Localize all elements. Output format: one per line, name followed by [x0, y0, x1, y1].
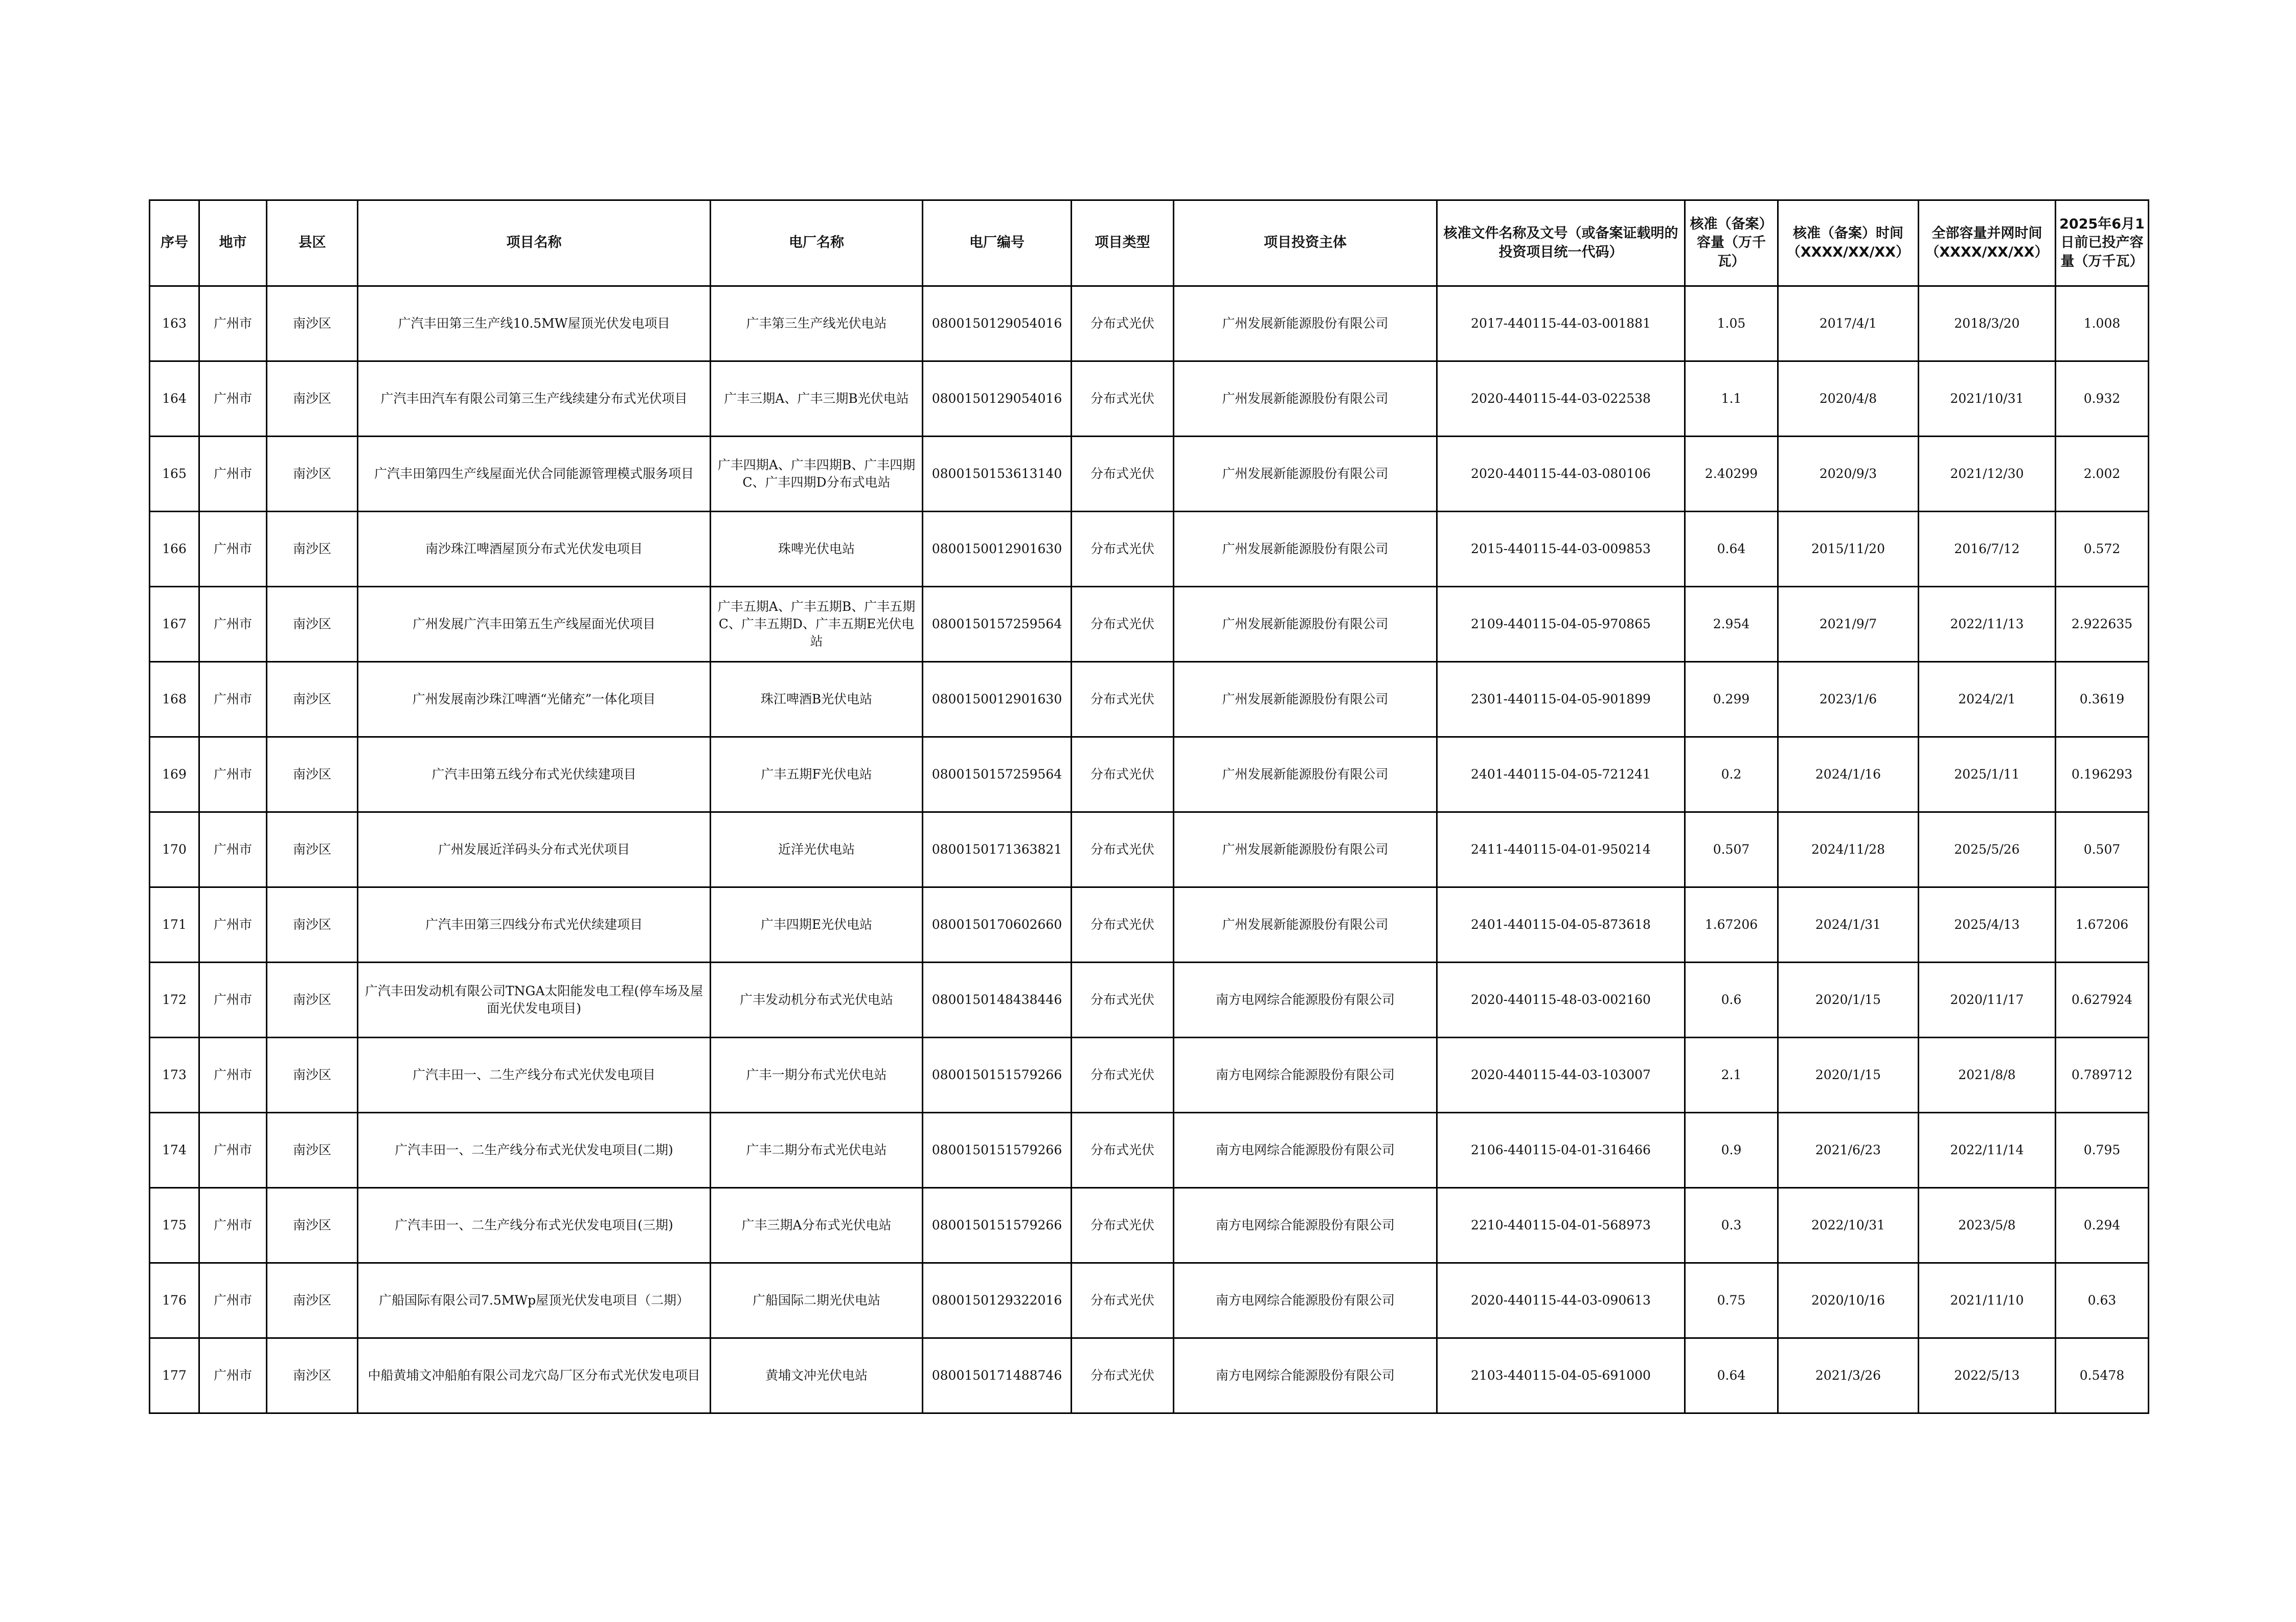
cell-approved-capacity: 1.05	[1685, 286, 1778, 361]
cell-operational-capacity: 1.008	[2056, 286, 2149, 361]
cell-city: 广州市	[199, 1113, 267, 1188]
cell-district: 南沙区	[267, 963, 358, 1038]
cell-approval-date: 2021/3/26	[1778, 1338, 1919, 1413]
cell-investor: 广州发展新能源股份有限公司	[1174, 812, 1437, 887]
cell-approval-code: 2411-440115-04-01-950214	[1437, 812, 1685, 887]
cell-approval-code: 2020-440115-44-03-080106	[1437, 437, 1685, 512]
cell-index: 163	[150, 286, 199, 361]
cell-operational-capacity: 0.627924	[2056, 963, 2149, 1038]
cell-district: 南沙区	[267, 1338, 358, 1413]
cell-index: 173	[150, 1038, 199, 1113]
cell-plant-code: 0800150157259564	[923, 587, 1072, 662]
cell-project-type: 分布式光伏	[1072, 437, 1174, 512]
table-row	[150, 512, 2149, 587]
cell-project-name: 广船国际有限公司7.5MWp屋顶光伏发电项目（二期）	[358, 1263, 711, 1338]
cell-operational-capacity: 2.922635	[2056, 587, 2149, 662]
cell-project-name: 广州发展广汽丰田第五生产线屋面光伏项目	[358, 587, 711, 662]
cell-project-name: 广汽丰田第五线分布式光伏续建项目	[358, 737, 711, 812]
cell-plant-code: 0800150170602660	[923, 887, 1072, 963]
cell-project-name: 广汽丰田一、二生产线分布式光伏发电项目(三期)	[358, 1188, 711, 1263]
header-approval-date: 核准（备案）时间（XXXX/XX/XX）	[1778, 200, 1919, 286]
cell-index: 170	[150, 812, 199, 887]
header-plant-code: 电厂编号	[923, 200, 1072, 286]
cell-grid-connection-date: 2025/5/26	[1919, 812, 2056, 887]
cell-operational-capacity: 0.196293	[2056, 737, 2149, 812]
table-row	[150, 963, 2149, 1038]
cell-approved-capacity: 0.3	[1685, 1188, 1778, 1263]
table-row	[150, 361, 2149, 437]
cell-project-type: 分布式光伏	[1072, 737, 1174, 812]
cell-plant-name: 广船国际二期光伏电站	[711, 1263, 923, 1338]
cell-approved-capacity: 1.1	[1685, 361, 1778, 437]
header-grid-connection-date: 全部容量并网时间（XXXX/XX/XX）	[1919, 200, 2056, 286]
cell-district: 南沙区	[267, 512, 358, 587]
cell-grid-connection-date: 2020/11/17	[1919, 963, 2056, 1038]
cell-approved-capacity: 2.40299	[1685, 437, 1778, 512]
cell-city: 广州市	[199, 737, 267, 812]
cell-operational-capacity: 0.5478	[2056, 1338, 2149, 1413]
cell-project-type: 分布式光伏	[1072, 1188, 1174, 1263]
cell-plant-name: 广丰一期分布式光伏电站	[711, 1038, 923, 1113]
cell-project-name: 广汽丰田第三生产线10.5MW屋顶光伏发电项目	[358, 286, 711, 361]
cell-plant-code: 0800150151579266	[923, 1038, 1072, 1113]
cell-city: 广州市	[199, 1188, 267, 1263]
cell-approval-code: 2301-440115-04-05-901899	[1437, 662, 1685, 737]
cell-index: 175	[150, 1188, 199, 1263]
cell-plant-code: 0800150148438446	[923, 963, 1072, 1038]
cell-investor: 广州发展新能源股份有限公司	[1174, 437, 1437, 512]
cell-project-name: 广汽丰田一、二生产线分布式光伏发电项目	[358, 1038, 711, 1113]
header-approved-capacity: 核准（备案）容量（万千瓦）	[1685, 200, 1778, 286]
cell-plant-code: 0800150153613140	[923, 437, 1072, 512]
cell-approval-date: 2020/10/16	[1778, 1263, 1919, 1338]
cell-city: 广州市	[199, 963, 267, 1038]
cell-investor: 南方电网综合能源股份有限公司	[1174, 1038, 1437, 1113]
cell-project-name: 广汽丰田一、二生产线分布式光伏发电项目(二期)	[358, 1113, 711, 1188]
cell-grid-connection-date: 2021/10/31	[1919, 361, 2056, 437]
cell-project-name: 广汽丰田第四生产线屋面光伏合同能源管理模式服务项目	[358, 437, 711, 512]
cell-operational-capacity: 0.789712	[2056, 1038, 2149, 1113]
cell-grid-connection-date: 2024/2/1	[1919, 662, 2056, 737]
cell-plant-code: 0800150157259564	[923, 737, 1072, 812]
cell-grid-connection-date: 2023/5/8	[1919, 1188, 2056, 1263]
cell-plant-code: 0800150171363821	[923, 812, 1072, 887]
cell-approval-date: 2020/9/3	[1778, 437, 1919, 512]
cell-investor: 广州发展新能源股份有限公司	[1174, 587, 1437, 662]
table-row	[150, 812, 2149, 887]
table-row	[150, 1338, 2149, 1413]
cell-grid-connection-date: 2025/4/13	[1919, 887, 2056, 963]
cell-district: 南沙区	[267, 662, 358, 737]
cell-district: 南沙区	[267, 1188, 358, 1263]
cell-grid-connection-date: 2021/12/30	[1919, 437, 2056, 512]
cell-plant-name: 黄埔文冲光伏电站	[711, 1338, 923, 1413]
cell-operational-capacity: 0.63	[2056, 1263, 2149, 1338]
cell-project-name: 广汽丰田第三四线分布式光伏续建项目	[358, 887, 711, 963]
cell-approved-capacity: 0.64	[1685, 512, 1778, 587]
cell-approval-code: 2103-440115-04-05-691000	[1437, 1338, 1685, 1413]
cell-district: 南沙区	[267, 1263, 358, 1338]
cell-index: 177	[150, 1338, 199, 1413]
cell-approval-code: 2015-440115-44-03-009853	[1437, 512, 1685, 587]
cell-index: 165	[150, 437, 199, 512]
cell-operational-capacity: 0.294	[2056, 1188, 2149, 1263]
cell-project-type: 分布式光伏	[1072, 1338, 1174, 1413]
cell-plant-name: 广丰二期分布式光伏电站	[711, 1113, 923, 1188]
cell-project-type: 分布式光伏	[1072, 662, 1174, 737]
table-row	[150, 437, 2149, 512]
cell-project-type: 分布式光伏	[1072, 963, 1174, 1038]
cell-plant-name: 广丰第三生产线光伏电站	[711, 286, 923, 361]
cell-project-type: 分布式光伏	[1072, 1038, 1174, 1113]
cell-city: 广州市	[199, 587, 267, 662]
cell-district: 南沙区	[267, 887, 358, 963]
cell-approval-date: 2020/4/8	[1778, 361, 1919, 437]
cell-plant-name: 广丰四期E光伏电站	[711, 887, 923, 963]
cell-plant-code: 0800150151579266	[923, 1113, 1072, 1188]
cell-grid-connection-date: 2022/5/13	[1919, 1338, 2056, 1413]
cell-project-name: 广州发展南沙珠江啤酒“光储充”一体化项目	[358, 662, 711, 737]
header-project-name: 项目名称	[358, 200, 711, 286]
cell-investor: 南方电网综合能源股份有限公司	[1174, 1188, 1437, 1263]
cell-district: 南沙区	[267, 812, 358, 887]
cell-plant-name: 广丰四期A、广丰四期B、广丰四期C、广丰四期D分布式电站	[711, 437, 923, 512]
table-row	[150, 286, 2149, 361]
header-plant-name: 电厂名称	[711, 200, 923, 286]
cell-plant-name: 广丰三期A分布式光伏电站	[711, 1188, 923, 1263]
cell-city: 广州市	[199, 1038, 267, 1113]
cell-operational-capacity: 0.3619	[2056, 662, 2149, 737]
cell-plant-code: 0800150129054016	[923, 361, 1072, 437]
cell-city: 广州市	[199, 887, 267, 963]
cell-city: 广州市	[199, 1338, 267, 1413]
cell-approval-date: 2020/1/15	[1778, 963, 1919, 1038]
cell-approval-date: 2020/1/15	[1778, 1038, 1919, 1113]
cell-approval-date: 2017/4/1	[1778, 286, 1919, 361]
cell-project-type: 分布式光伏	[1072, 361, 1174, 437]
cell-plant-code: 0800150151579266	[923, 1188, 1072, 1263]
cell-district: 南沙区	[267, 587, 358, 662]
cell-plant-name: 广丰五期F光伏电站	[711, 737, 923, 812]
table-body	[150, 286, 2149, 1413]
cell-project-type: 分布式光伏	[1072, 286, 1174, 361]
cell-grid-connection-date: 2016/7/12	[1919, 512, 2056, 587]
cell-grid-connection-date: 2021/11/10	[1919, 1263, 2056, 1338]
cell-index: 168	[150, 662, 199, 737]
cell-plant-name: 广丰五期A、广丰五期B、广丰五期C、广丰五期D、广丰五期E光伏电站	[711, 587, 923, 662]
cell-approved-capacity: 0.9	[1685, 1113, 1778, 1188]
cell-project-type: 分布式光伏	[1072, 1263, 1174, 1338]
cell-district: 南沙区	[267, 1038, 358, 1113]
cell-plant-code: 0800150171488746	[923, 1338, 1072, 1413]
cell-index: 171	[150, 887, 199, 963]
cell-approval-code: 2401-440115-04-05-873618	[1437, 887, 1685, 963]
cell-approved-capacity: 2.1	[1685, 1038, 1778, 1113]
cell-investor: 广州发展新能源股份有限公司	[1174, 662, 1437, 737]
cell-plant-name: 广丰发动机分布式光伏电站	[711, 963, 923, 1038]
header-investor: 项目投资主体	[1174, 200, 1437, 286]
header-city: 地市	[199, 200, 267, 286]
cell-plant-name: 近洋光伏电站	[711, 812, 923, 887]
cell-approved-capacity: 0.64	[1685, 1338, 1778, 1413]
cell-index: 174	[150, 1113, 199, 1188]
cell-project-type: 分布式光伏	[1072, 587, 1174, 662]
cell-project-name: 中船黄埔文冲船舶有限公司龙穴岛厂区分布式光伏发电项目	[358, 1338, 711, 1413]
cell-index: 164	[150, 361, 199, 437]
cell-project-type: 分布式光伏	[1072, 512, 1174, 587]
cell-grid-connection-date: 2022/11/14	[1919, 1113, 2056, 1188]
cell-index: 166	[150, 512, 199, 587]
cell-approval-date: 2024/11/28	[1778, 812, 1919, 887]
cell-plant-name: 珠江啤酒B光伏电站	[711, 662, 923, 737]
cell-grid-connection-date: 2022/11/13	[1919, 587, 2056, 662]
header-district: 县区	[267, 200, 358, 286]
cell-investor: 南方电网综合能源股份有限公司	[1174, 963, 1437, 1038]
cell-approval-date: 2024/1/31	[1778, 887, 1919, 963]
cell-operational-capacity: 1.67206	[2056, 887, 2149, 963]
cell-index: 172	[150, 963, 199, 1038]
cell-approved-capacity: 2.954	[1685, 587, 1778, 662]
cell-approval-code: 2020-440115-48-03-002160	[1437, 963, 1685, 1038]
cell-project-name: 广州发展近洋码头分布式光伏项目	[358, 812, 711, 887]
header-index: 序号	[150, 200, 199, 286]
cell-operational-capacity: 0.932	[2056, 361, 2149, 437]
cell-approval-code: 2401-440115-04-05-721241	[1437, 737, 1685, 812]
cell-operational-capacity: 0.507	[2056, 812, 2149, 887]
table-header-row	[150, 200, 2149, 286]
cell-city: 广州市	[199, 437, 267, 512]
cell-project-name: 广汽丰田汽车有限公司第三生产线续建分布式光伏项目	[358, 361, 711, 437]
cell-approved-capacity: 1.67206	[1685, 887, 1778, 963]
table-row	[150, 1113, 2149, 1188]
cell-approval-code: 2020-440115-44-03-103007	[1437, 1038, 1685, 1113]
cell-approved-capacity: 0.6	[1685, 963, 1778, 1038]
cell-project-type: 分布式光伏	[1072, 812, 1174, 887]
cell-investor: 广州发展新能源股份有限公司	[1174, 286, 1437, 361]
cell-approval-date: 2021/9/7	[1778, 587, 1919, 662]
cell-plant-code: 0800150129322016	[923, 1263, 1072, 1338]
table-row	[150, 887, 2149, 963]
cell-approval-code: 2020-440115-44-03-090613	[1437, 1263, 1685, 1338]
cell-approval-code: 2020-440115-44-03-022538	[1437, 361, 1685, 437]
cell-city: 广州市	[199, 812, 267, 887]
table-row	[150, 587, 2149, 662]
cell-city: 广州市	[199, 662, 267, 737]
cell-investor: 广州发展新能源股份有限公司	[1174, 512, 1437, 587]
cell-approved-capacity: 0.2	[1685, 737, 1778, 812]
cell-plant-code: 0800150129054016	[923, 286, 1072, 361]
table-row	[150, 737, 2149, 812]
header-operational-capacity: 2025年6月1日前已投产容量（万千瓦）	[2056, 200, 2149, 286]
cell-investor: 广州发展新能源股份有限公司	[1174, 361, 1437, 437]
cell-index: 167	[150, 587, 199, 662]
cell-operational-capacity: 0.572	[2056, 512, 2149, 587]
cell-index: 176	[150, 1263, 199, 1338]
cell-project-type: 分布式光伏	[1072, 1113, 1174, 1188]
cell-approval-date: 2022/10/31	[1778, 1188, 1919, 1263]
header-project-type: 项目类型	[1072, 200, 1174, 286]
cell-operational-capacity: 2.002	[2056, 437, 2149, 512]
cell-plant-code: 0800150012901630	[923, 662, 1072, 737]
cell-approval-code: 2106-440115-04-01-316466	[1437, 1113, 1685, 1188]
cell-operational-capacity: 0.795	[2056, 1113, 2149, 1188]
cell-grid-connection-date: 2018/3/20	[1919, 286, 2056, 361]
cell-plant-name: 广丰三期A、广丰三期B光伏电站	[711, 361, 923, 437]
cell-approval-date: 2015/11/20	[1778, 512, 1919, 587]
cell-plant-code: 0800150012901630	[923, 512, 1072, 587]
cell-index: 169	[150, 737, 199, 812]
cell-approved-capacity: 0.75	[1685, 1263, 1778, 1338]
cell-investor: 广州发展新能源股份有限公司	[1174, 887, 1437, 963]
cell-investor: 南方电网综合能源股份有限公司	[1174, 1263, 1437, 1338]
cell-district: 南沙区	[267, 1113, 358, 1188]
cell-investor: 南方电网综合能源股份有限公司	[1174, 1338, 1437, 1413]
table-row	[150, 1263, 2149, 1338]
cell-project-name: 广汽丰田发动机有限公司TNGA太阳能发电工程(停车场及屋面光伏发电项目)	[358, 963, 711, 1038]
cell-district: 南沙区	[267, 361, 358, 437]
cell-approval-date: 2021/6/23	[1778, 1113, 1919, 1188]
cell-investor: 南方电网综合能源股份有限公司	[1174, 1113, 1437, 1188]
cell-city: 广州市	[199, 512, 267, 587]
cell-grid-connection-date: 2025/1/11	[1919, 737, 2056, 812]
cell-district: 南沙区	[267, 737, 358, 812]
table-row	[150, 662, 2149, 737]
cell-grid-connection-date: 2021/8/8	[1919, 1038, 2056, 1113]
cell-approved-capacity: 0.299	[1685, 662, 1778, 737]
cell-district: 南沙区	[267, 437, 358, 512]
header-approval-code: 核准文件名称及文号（或备案证载明的投资项目统一代码）	[1437, 200, 1685, 286]
cell-investor: 广州发展新能源股份有限公司	[1174, 737, 1437, 812]
table-row	[150, 1038, 2149, 1113]
cell-approval-date: 2023/1/6	[1778, 662, 1919, 737]
cell-approval-code: 2017-440115-44-03-001881	[1437, 286, 1685, 361]
cell-approved-capacity: 0.507	[1685, 812, 1778, 887]
cell-city: 广州市	[199, 361, 267, 437]
cell-project-name: 南沙珠江啤酒屋顶分布式光伏发电项目	[358, 512, 711, 587]
cell-project-type: 分布式光伏	[1072, 887, 1174, 963]
cell-plant-name: 珠啤光伏电站	[711, 512, 923, 587]
cell-approval-code: 2109-440115-04-05-970865	[1437, 587, 1685, 662]
cell-approval-code: 2210-440115-04-01-568973	[1437, 1188, 1685, 1263]
project-table	[149, 199, 2149, 1414]
cell-city: 广州市	[199, 1263, 267, 1338]
cell-city: 广州市	[199, 286, 267, 361]
table-row	[150, 1188, 2149, 1263]
cell-approval-date: 2024/1/16	[1778, 737, 1919, 812]
cell-district: 南沙区	[267, 286, 358, 361]
